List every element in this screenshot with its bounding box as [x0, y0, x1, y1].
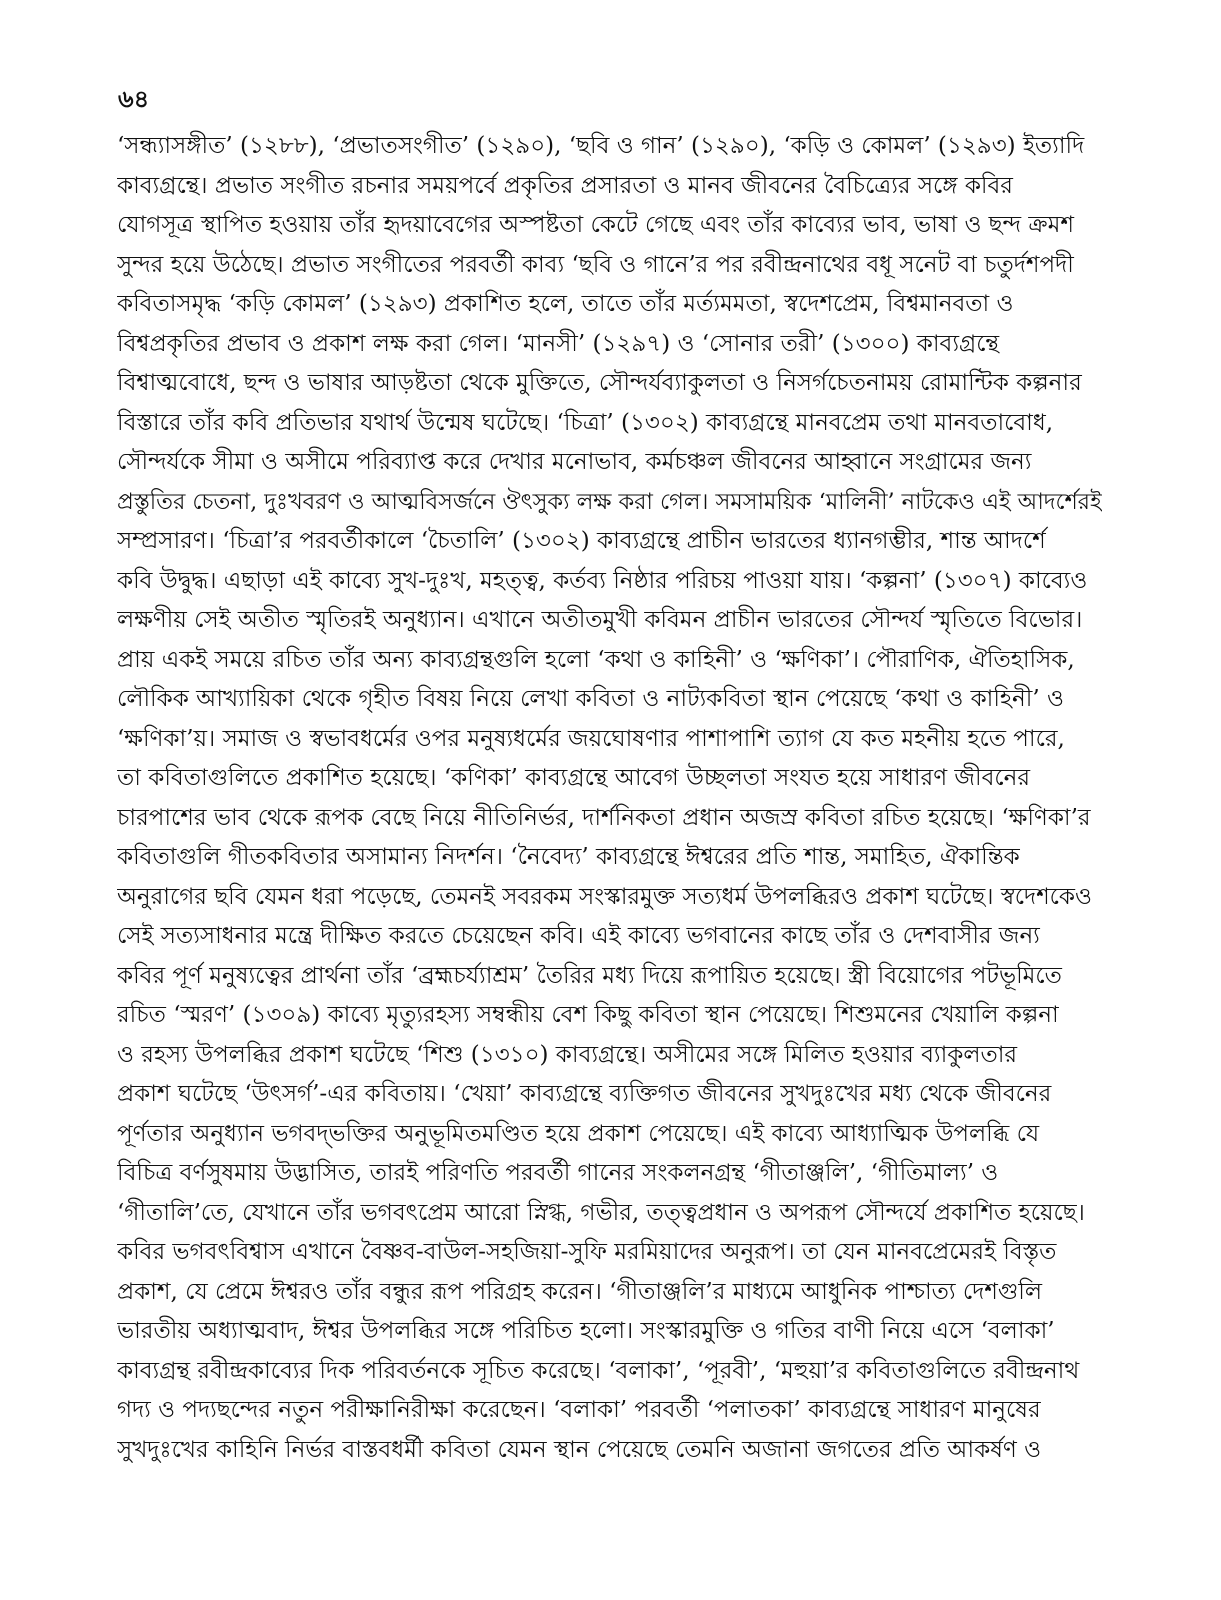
- text-line: ‘সন্ধ্যাসঙ্গীত’ (১২৮৮), ‘প্রভাতসংগীত’ (১২৯০), ‘ছবি ও গান’ (১২৯০), ‘কড়ি ও কোমল’ (১২৯৩) ইত্যাদি: [117, 133, 1085, 159]
- text-line: ‘ক্ষণিকা’য়। সমাজ ও স্বভাবধর্মের ওপর মনুষ্যধর্মের জয়ঘোষণার পাশাপাশি ত্যাগ যে কত মহনীয় হতে পারে,: [117, 725, 1065, 752]
- text-line: কবির ভগবৎবিশ্বাস এখানে বৈষ্ণব-বাউল-সহজিয়া-সুফি মরমিয়াদের অনুরূপ। তা যেন মানবপ্রেমেরই বিস্তৃত: [117, 1239, 1057, 1265]
- text-line: বিস্তারে তাঁর কবি প্রতিভার যথার্থ উন্মেষ ঘটেছে। ‘চিত্রা’ (১৩০২) কাব্যগ্রন্থে মানবপ্রেম তথা মানবতাবোধ,: [117, 409, 1054, 436]
- text-line: ও রহস্য উপলব্ধির প্রকাশ ঘটেছে ‘শিশু (১৩১০) কাব্যগ্রন্থে। অসীমের সঙ্গে মিলিত হওয়ার ব্যাকুলতার: [117, 1041, 1018, 1068]
- text-line: সেই সত্যসাধনার মন্ত্রে দীক্ষিত করতে চেয়েছেন কবি। এই কাব্যে ভগবানের কাছে তাঁর ও দেশবাসীর জন্য: [117, 923, 1040, 949]
- text-line: কবির পূর্ণ মনুষ্যত্বের প্রার্থনা তাঁর ‘ব্রহ্মচর্য্যাশ্রম’ তৈরির মধ্য দিয়ে রূপায়িত হয়েছে। স্ত্রী বিয়োগের পটভূমিতে: [117, 962, 1062, 989]
- text-line: তা কবিতাগুলিতে প্রকাশিত হয়েছে। ‘কণিকা’ কাব্যগ্রন্থে আবেগ উচ্ছলতা সংযত হয়ে সাধারণ জীবনের: [117, 765, 1030, 791]
- page-number: ৬৪: [118, 84, 150, 113]
- text-line: প্রস্তুতির চেতনা, দুঃখবরণ ও আত্মবিসর্জনে ঔৎসুক্য লক্ষ করা গেল। সমসাময়িক ‘মালিনী’ নাটকেও এই আদর্শেরই: [117, 488, 1102, 515]
- text-line: যোগসূত্র স্থাপিত হওয়ায় তাঁর হৃদয়াবেগের অস্পষ্টতা কেটে গেছে এবং তাঁর কাব্যের ভাব, ভাষা ও ছন্দ ক্রমশ: [117, 212, 1074, 238]
- text-line: পূর্ণতার অনুধ্যান ভগবদ্‌ভক্তির অনুভূমিতমণ্ডিত হয়ে প্রকাশ পেয়েছে। এই কাব্যে আধ্যাত্মিক উপলব্ধি যে: [117, 1120, 1040, 1147]
- body-paragraph: [117, 127, 1102, 1470]
- text-line: প্রায় একই সময়ে রচিত তাঁর অন্য কাব্যগ্রন্থগুলি হলো ‘কথা ও কাহিনী’ ও ‘ক্ষণিকা’। পৌরাণিক, ঐতিহাসিক,: [117, 646, 1075, 673]
- text-line: গদ্য ও পদ্যছন্দের নতুন পরীক্ষানিরীক্ষা করেছেন। ‘বলাকা’ পরবর্তী ‘পলাতকা’ কাব্যগ্রন্থে সাধারণ মানুষের: [117, 1397, 1041, 1423]
- text-line: লক্ষণীয় সেই অতীত স্মৃতিরই অনুধ্যান। এখানে অতীতমুখী কবিমন প্রাচীন ভারতের সৌন্দর্য স্মৃতিতে বিভোর।: [117, 607, 1083, 633]
- text-line: সৌন্দর্যকে সীমা ও অসীমে পরিব্যাপ্ত করে দেখার মনোভাব, কর্মচঞ্চল জীবনের আহ্বানে সংগ্রামের জন্য: [117, 449, 1032, 475]
- text-line: বিচিত্র বর্ণসুষমায় উদ্ভাসিত, তারই পরিণতি পরবর্তী গানের সংকলনগ্রন্থ ‘গীতাঞ্জলি’, ‘গীতিমাল্য’ ও: [117, 1160, 999, 1186]
- text-line: ভারতীয় অধ্যাত্মবাদ, ঈশ্বর উপলব্ধির সঙ্গে পরিচিত হলো। সংস্কারমুক্তি ও গতির বাণী নিয়ে এসে ‘বলাকা’: [117, 1318, 1055, 1344]
- text-line: কাব্যগ্রন্থ রবীন্দ্রকাব্যের দিক পরিবর্তনকে সূচিত করেছে। ‘বলাকা’, ‘পূরবী’, ‘মহুয়া’র কবিতাগুলিতে রবীন্দ্রনাথ: [117, 1357, 1080, 1384]
- text-line: সম্প্রসারণ। ‘চিত্রা’র পরবর্তীকালে ‘চৈতালি’ (১৩০২) কাব্যগ্রন্থে প্রাচীন ভারতের ধ্যানগম্ভীর, শান্ত আদর্শে: [117, 528, 1046, 554]
- text-line: সুখদুঃখের কাহিনি নির্ভর বাস্তবধর্মী কবিতা যেমন স্থান পেয়েছে তেমনি অজানা জগতের প্রতি আকর্ষণ ও: [117, 1436, 1042, 1463]
- text-line: কবিতাগুলি গীতকবিতার অসামান্য নিদর্শন। ‘নৈবেদ্য’ কাব্যগ্রন্থে ঈশ্বরের প্রতি শান্ত, সমাহিত, ঐকান্তিক: [117, 844, 1020, 870]
- text-line: চারপাশের ভাব থেকে রূপক বেছে নিয়ে নীতিনির্ভর, দার্শনিকতা প্রধান অজস্র কবিতা রচিত হয়েছে। ‘ক্ষণিকা’র: [117, 804, 1091, 831]
- text-line: বিশ্বপ্রকৃতির প্রভাব ও প্রকাশ লক্ষ করা গেল। ‘মানসী’ (১২৯৭) ও ‘সোনার তরী’ (১৩০০) কাব্যগ্রন্থে: [117, 330, 1000, 357]
- text-line: প্রকাশ ঘটেছে ‘উৎসর্গ’-এর কবিতায়। ‘খেয়া’ কাব্যগ্রন্থে ব্যক্তিগত জীবনের সুখদুঃখের মধ্য থেকে জীবনের: [117, 1081, 1052, 1107]
- text-line: কবিতাসমৃদ্ধ ‘কড়ি কোমল’ (১২৯৩) প্রকাশিত হলে, তাতে তাঁর মর্ত্যমমতা, স্বদেশপ্রেম, বিশ্বমানবতা ও: [117, 291, 1014, 317]
- text-line: কবি উদ্বুদ্ধ। এছাড়া এই কাব্যে সুখ-দুঃখ, মহত্ত্ব, কর্তব্য নিষ্ঠার পরিচয় পাওয়া যায়। ‘কল্পনা’ (১৩০৭) কাব্যেও: [117, 567, 1088, 594]
- text-line: কাব্যগ্রন্থে। প্রভাত সংগীত রচনার সময়পর্বে প্রকৃতির প্রসারতা ও মানব জীবনের বৈচিত্র্যের সঙ্গে কবির: [117, 172, 1013, 199]
- text-line: প্রকাশ, যে প্রেমে ঈশ্বরও তাঁর বন্ধুর রূপ পরিগ্রহ করেন। ‘গীতাঞ্জলি’র মাধ্যমে আধুনিক পাশ্চাত্য দেশগুলি: [117, 1278, 1043, 1305]
- text-line: বিশ্বাত্মবোধে, ছন্দ ও ভাষার আড়ষ্টতা থেকে মুক্তিতে, সৌন্দর্যব্যাকুলতা ও নিসর্গচেতনাময় রোমান্টিক কল্পনার: [117, 370, 1082, 396]
- text-line: রচিত ‘স্মরণ’ (১৩০৯) কাব্যে মৃত্যুরহস্য সম্বন্ধীয় বেশ কিছু কবিতা স্থান পেয়েছে। শিশুমনের খেয়ালি কল্পনা: [117, 1002, 1059, 1028]
- text-line: সুন্দর হয়ে উঠেছে। প্রভাত সংগীতের পরবর্তী কাব্য ‘ছবি ও গানে’র পর রবীন্দ্রনাথের বধূ সনেট বা চতুর্দশপদী: [117, 251, 1074, 278]
- text-line: অনুরাগের ছবি যেমন ধরা পড়েছে, তেমনই সবরকম সংস্কারমুক্ত সত্যধর্ম উপলব্ধিরও প্রকাশ ঘটেছে। স্বদেশকেও: [117, 883, 1092, 910]
- text-line: লৌকিক আখ্যায়িকা থেকে গৃহীত বিষয় নিয়ে লেখা কবিতা ও নাট্যকবিতা স্থান পেয়েছে ‘কথা ও কাহিনী’ ও: [117, 686, 1064, 712]
- text-line: ‘গীতালি’তে, যেখানে তাঁর ভগবৎপ্রেম আরো স্নিগ্ধ, গভীর, তত্ত্বপ্রধান ও অপরূপ সৌন্দর্যে প্রকাশিত হয়েছে।: [117, 1199, 1085, 1226]
